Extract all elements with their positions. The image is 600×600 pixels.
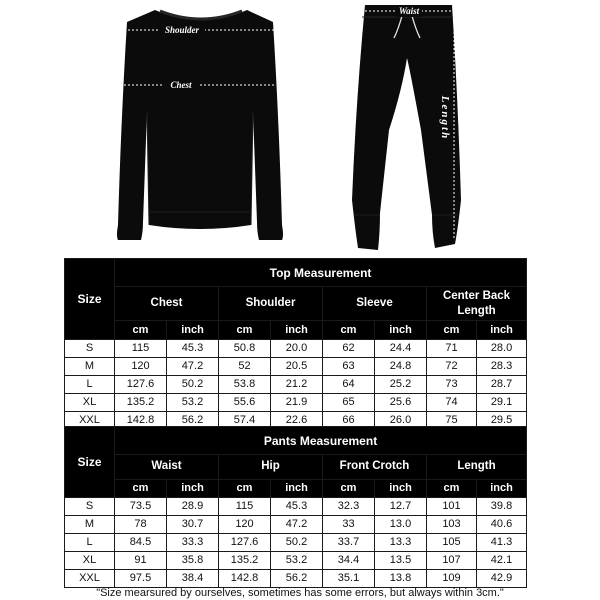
unit-header: inch (271, 479, 323, 497)
value-cell: 45.3 (167, 340, 219, 358)
value-cell: 42.9 (477, 570, 527, 588)
value-cell: 33.3 (167, 534, 219, 552)
pants-measurement-table (64, 426, 527, 588)
unit-header: cm (427, 479, 477, 497)
size-cell: XXL (65, 570, 115, 588)
value-cell: 84.5 (115, 534, 167, 552)
value-cell: 109 (427, 570, 477, 588)
unit-header: cm (323, 479, 375, 497)
value-cell: 13.8 (375, 570, 427, 588)
value-cell: 135.2 (115, 394, 167, 412)
value-cell: 39.8 (477, 498, 527, 516)
size-cell: M (65, 516, 115, 534)
value-cell: 28.7 (477, 376, 527, 394)
value-cell: 97.5 (115, 570, 167, 588)
size-header: Size (65, 427, 115, 498)
value-cell: 25.6 (375, 394, 427, 412)
table-row (65, 340, 527, 358)
value-cell: 13.5 (375, 552, 427, 570)
chest-label: Chest (170, 80, 192, 90)
value-cell: 73 (427, 376, 477, 394)
value-cell: 47.2 (271, 516, 323, 534)
column-header: Waist (115, 455, 219, 479)
unit-header: inch (167, 479, 219, 497)
unit-header: inch (271, 321, 323, 340)
value-cell: 56.2 (271, 570, 323, 588)
shoulder-label: Shoulder (164, 25, 200, 35)
size-cell: M (65, 358, 115, 376)
column-header: Front Crotch (323, 455, 427, 479)
table-row (65, 516, 527, 534)
value-cell: 35.1 (323, 570, 375, 588)
value-cell: 105 (427, 534, 477, 552)
value-cell: 13.0 (375, 516, 427, 534)
value-cell: 56.2 (167, 412, 219, 430)
unit-header: inch (477, 321, 527, 340)
value-cell: 62 (323, 340, 375, 358)
value-cell: 13.3 (375, 534, 427, 552)
value-cell: 28.3 (477, 358, 527, 376)
unit-header: inch (477, 479, 527, 497)
garment-illustration (0, 0, 600, 255)
column-header: Length (427, 455, 527, 479)
value-cell: 21.9 (271, 394, 323, 412)
value-cell: 57.4 (219, 412, 271, 430)
value-cell: 35.8 (167, 552, 219, 570)
value-cell: 101 (427, 498, 477, 516)
sleeve-label: Sleeve (91, 109, 103, 151)
table-title: Pants Measurement (115, 427, 527, 455)
table-title: Top Measurement (115, 259, 527, 287)
table-row (65, 570, 527, 588)
value-cell: 45.3 (271, 498, 323, 516)
value-cell: 142.8 (219, 570, 271, 588)
value-cell: 72 (427, 358, 477, 376)
unit-header: cm (427, 321, 477, 340)
value-cell: 47.2 (167, 358, 219, 376)
value-cell: 78 (115, 516, 167, 534)
column-header: Chest (115, 287, 219, 321)
unit-header: inch (375, 479, 427, 497)
value-cell: 115 (219, 498, 271, 516)
value-cell: 142.8 (115, 412, 167, 430)
value-cell: 91 (115, 552, 167, 570)
value-cell: 41.3 (477, 534, 527, 552)
value-cell: 53.8 (219, 376, 271, 394)
value-cell: 50.2 (271, 534, 323, 552)
size-cell: XXL (65, 412, 115, 430)
value-cell: 34.4 (323, 552, 375, 570)
value-cell: 33 (323, 516, 375, 534)
value-cell: 20.5 (271, 358, 323, 376)
value-cell: 53.2 (167, 394, 219, 412)
length-label: Length (439, 95, 451, 141)
value-cell: 64 (323, 376, 375, 394)
value-cell: 127.6 (115, 376, 167, 394)
value-cell: 42.1 (477, 552, 527, 570)
size-cell: S (65, 498, 115, 516)
column-header: Center Back Length (427, 287, 527, 321)
table-row (65, 498, 527, 516)
top-measurement-table (64, 258, 527, 430)
unit-header: cm (323, 321, 375, 340)
value-cell: 66 (323, 412, 375, 430)
value-cell: 120 (219, 516, 271, 534)
value-cell: 53.2 (271, 552, 323, 570)
value-cell: 22.6 (271, 412, 323, 430)
size-header: Size (65, 259, 115, 340)
value-cell: 115 (115, 340, 167, 358)
table-row (65, 358, 527, 376)
value-cell: 103 (427, 516, 477, 534)
value-cell: 25.2 (375, 376, 427, 394)
footnote: "Size mearsured by ourselves, sometimes has some errors, but always within 3cm." (96, 587, 504, 599)
value-cell: 55.6 (219, 394, 271, 412)
pants-table-body (65, 498, 527, 588)
size-cell: L (65, 534, 115, 552)
unit-header: cm (115, 321, 167, 340)
value-cell: 52 (219, 358, 271, 376)
value-cell: 107 (427, 552, 477, 570)
value-cell: 29.5 (477, 412, 527, 430)
value-cell: 20.0 (271, 340, 323, 358)
unit-header: inch (375, 321, 427, 340)
size-cell: L (65, 376, 115, 394)
top-table-body (65, 340, 527, 430)
value-cell: 50.8 (219, 340, 271, 358)
table-row (65, 552, 527, 570)
unit-header: cm (115, 479, 167, 497)
value-cell: 33.7 (323, 534, 375, 552)
column-header: Sleeve (323, 287, 427, 321)
value-cell: 29.1 (477, 394, 527, 412)
value-cell: 40.6 (477, 516, 527, 534)
value-cell: 21.2 (271, 376, 323, 394)
value-cell: 75 (427, 412, 477, 430)
sweatshirt-image (117, 10, 283, 240)
value-cell: 24.4 (375, 340, 427, 358)
value-cell: 71 (427, 340, 477, 358)
value-cell: 135.2 (219, 552, 271, 570)
waist-label: Waist (398, 6, 420, 16)
value-cell: 24.8 (375, 358, 427, 376)
table-row (65, 534, 527, 552)
size-cell: XL (65, 394, 115, 412)
value-cell: 26.0 (375, 412, 427, 430)
unit-header: cm (219, 321, 271, 340)
value-cell: 28.9 (167, 498, 219, 516)
value-cell: 65 (323, 394, 375, 412)
size-cell: XL (65, 552, 115, 570)
size-cell: S (65, 340, 115, 358)
unit-header: inch (167, 321, 219, 340)
value-cell: 63 (323, 358, 375, 376)
value-cell: 73.5 (115, 498, 167, 516)
table-row (65, 376, 527, 394)
value-cell: 50.2 (167, 376, 219, 394)
table-row (65, 394, 527, 412)
unit-header: cm (219, 479, 271, 497)
value-cell: 38.4 (167, 570, 219, 588)
value-cell: 127.6 (219, 534, 271, 552)
value-cell: 30.7 (167, 516, 219, 534)
value-cell: 32.3 (323, 498, 375, 516)
value-cell: 74 (427, 394, 477, 412)
value-cell: 120 (115, 358, 167, 376)
value-cell: 12.7 (375, 498, 427, 516)
column-header: Hip (219, 455, 323, 479)
column-header: Shoulder (219, 287, 323, 321)
value-cell: 28.0 (477, 340, 527, 358)
